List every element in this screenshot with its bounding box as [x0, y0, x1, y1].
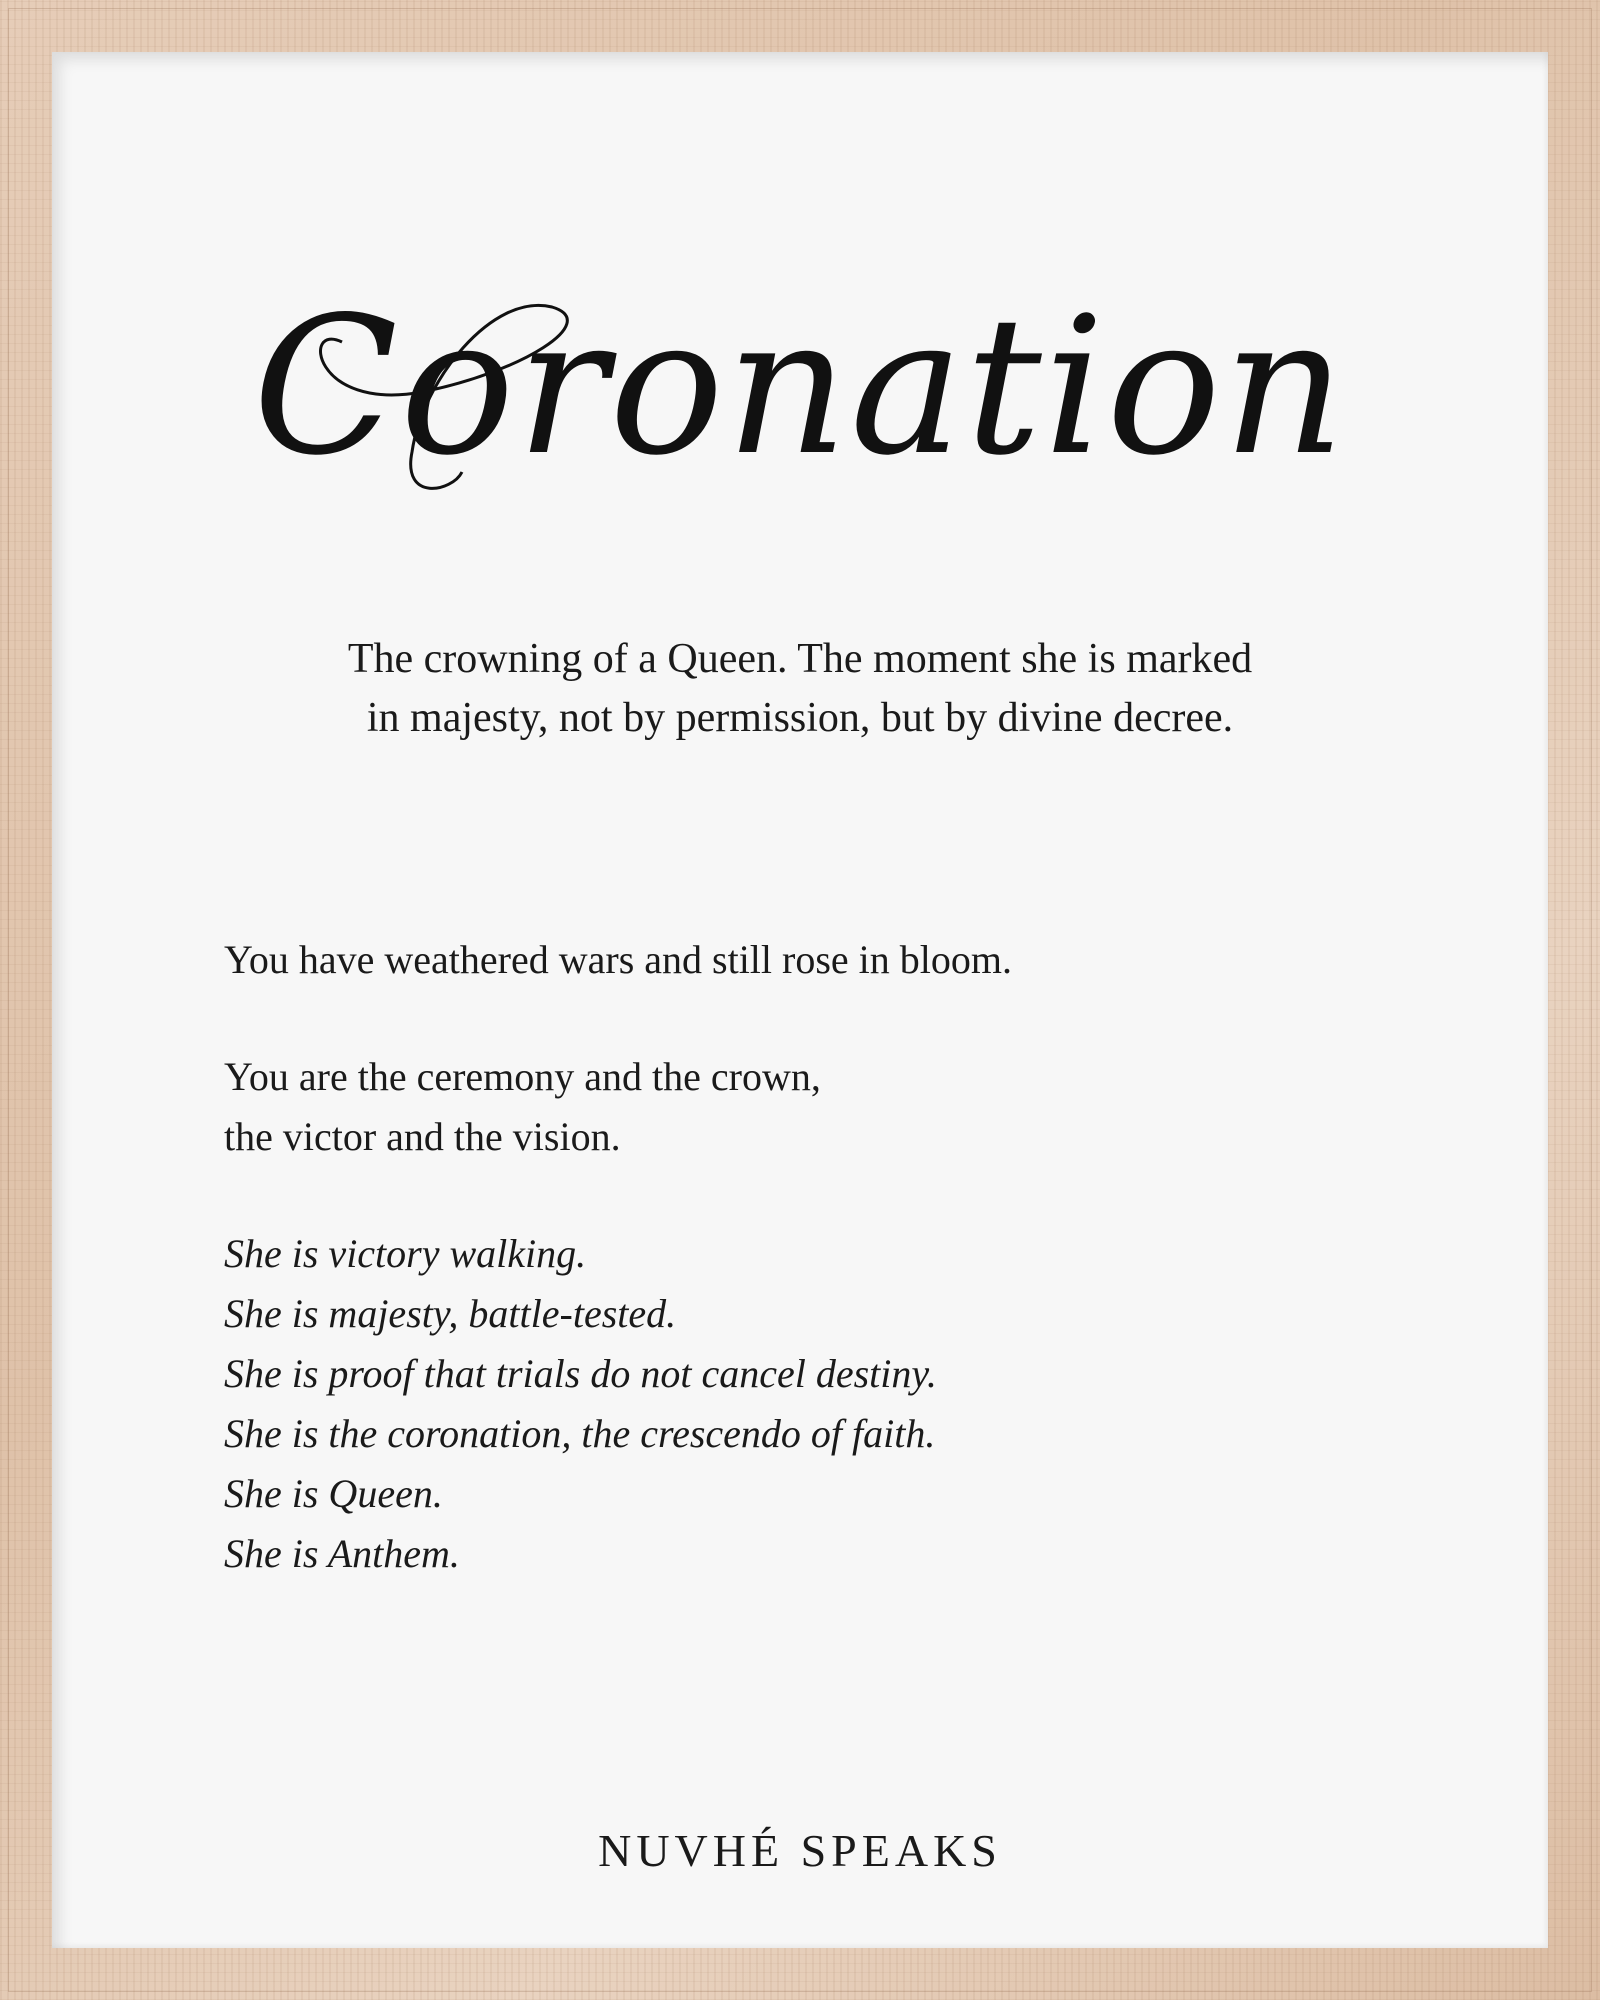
poem-line: She is Queen. [224, 1471, 443, 1516]
stanza-2 [224, 1047, 1374, 1167]
stanza-3 [224, 1224, 1374, 1584]
poem-line: You have weathered wars and still rose in bloom. [224, 937, 1013, 982]
poem-line: She is the coronation, the crescendo of faith. [224, 1411, 936, 1456]
poem-line: She is majesty, battle-tested. [224, 1291, 677, 1336]
poem-subtitle [52, 630, 1548, 748]
subtitle-line: in majesty, not by permission, but by divine decree. [366, 695, 1234, 741]
subtitle-line: The crowning of a Queen. The moment she is marked [347, 636, 1253, 682]
poster-paper [52, 52, 1548, 1948]
poem-title: Coronation [252, 276, 1348, 497]
author-signature: NUVHÉ SPEAKS [598, 1825, 1002, 1876]
stanza-1 [224, 930, 1374, 990]
poem-line: You are the ceremony and the crown, [224, 1054, 821, 1099]
poem-line: the victor and the vision. [224, 1114, 621, 1159]
poem-line: She is proof that trials do not cancel destiny. [224, 1351, 937, 1396]
poem-line: She is victory walking. [224, 1231, 587, 1276]
poem-line: She is Anthem. [224, 1531, 460, 1576]
